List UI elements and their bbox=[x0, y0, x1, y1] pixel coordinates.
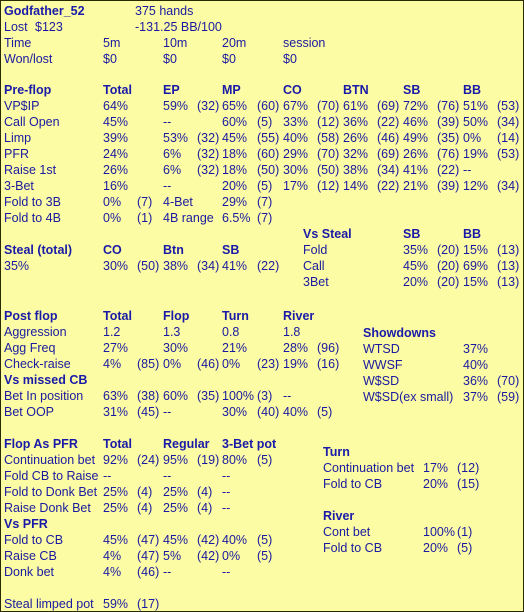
steal-limped-label: Steal limped pot bbox=[4, 597, 94, 611]
showdown-count: (59) bbox=[497, 390, 520, 404]
preflop-cell: 26% bbox=[403, 147, 429, 161]
flop-pfr-cell: (4) bbox=[137, 501, 153, 515]
preflop-cell: -- bbox=[463, 163, 472, 177]
steal-cell: (22) bbox=[257, 259, 280, 273]
preflop-cell: 64% bbox=[103, 99, 129, 113]
preflop-row-label: VP$IP bbox=[4, 99, 40, 113]
steal-cell: (50) bbox=[137, 259, 160, 273]
preflop-cell: 18% bbox=[222, 163, 248, 177]
flop-pfr-cell: (5) bbox=[257, 453, 273, 467]
turn-row-label: Continuation bet bbox=[323, 461, 415, 475]
flop-pfr-cell: -- bbox=[222, 501, 231, 515]
flop-pfr-cell: (4) bbox=[197, 501, 213, 515]
preflop-cell: 18% bbox=[222, 147, 248, 161]
preflop-cell: 46% bbox=[403, 115, 429, 129]
preflop-cell: (39) bbox=[437, 115, 460, 129]
flop-pfr-cell: 25% bbox=[163, 485, 189, 499]
preflop-cell: (60) bbox=[257, 99, 280, 113]
preflop-cell: 12% bbox=[463, 179, 489, 193]
fold3b-value2: 29% bbox=[222, 195, 248, 209]
preflop-cell: 14% bbox=[343, 179, 369, 193]
steal-cell: (34) bbox=[197, 259, 220, 273]
vs-missed-cell: (38) bbox=[137, 389, 160, 403]
postflop-cell: 30% bbox=[163, 341, 189, 355]
vs-pfr-cell: 45% bbox=[163, 533, 189, 547]
flop-pfr-cell: 80% bbox=[222, 453, 248, 467]
preflop-cell: (50) bbox=[257, 163, 280, 177]
preflop-cell: (76) bbox=[437, 147, 460, 161]
preflop-cell: 45% bbox=[103, 115, 129, 129]
lost-amount: $123 bbox=[35, 20, 63, 34]
postflop-cell: 0% bbox=[222, 357, 241, 371]
preflop-cell: 67% bbox=[283, 99, 309, 113]
vs-missed-cell: -- bbox=[163, 405, 172, 419]
vs-steal-cell: 35% bbox=[403, 243, 429, 257]
vs-steal-cell: (20) bbox=[437, 243, 460, 257]
fold4b-label2: 4B range bbox=[163, 211, 214, 225]
preflop-row-label: Raise 1st bbox=[4, 163, 57, 177]
flop-pfr-row-label: Fold CB to Raise bbox=[4, 469, 99, 483]
turn-value: 20% bbox=[423, 477, 449, 491]
showdown-value: 37% bbox=[463, 390, 489, 404]
preflop-cell: (76) bbox=[437, 99, 460, 113]
preflop-cell: 40% bbox=[283, 131, 309, 145]
fold4b-value: 0% bbox=[103, 211, 122, 225]
river-count: (1) bbox=[457, 525, 473, 539]
vs-steal-cell: (20) bbox=[437, 259, 460, 273]
vs-steal-cell: (13) bbox=[497, 243, 520, 257]
preflop-cell: 26% bbox=[103, 163, 129, 177]
preflop-cell: (22) bbox=[377, 179, 400, 193]
vs-pfr-cell: 4% bbox=[103, 565, 122, 579]
fold4b-label: Fold to 4B bbox=[4, 211, 61, 225]
postflop-row-label: Aggression bbox=[4, 325, 67, 339]
preflop-row-label: Call Open bbox=[4, 115, 60, 129]
fold3b-label: Fold to 3B bbox=[4, 195, 61, 209]
vs-steal-title: Vs Steal bbox=[303, 227, 352, 241]
vs-pfr-cell: (5) bbox=[257, 549, 273, 563]
time-col-header: 10m bbox=[163, 36, 188, 50]
vs-missed-cb-title: Vs missed CB bbox=[4, 373, 88, 387]
flop-pfr-cell: -- bbox=[103, 469, 112, 483]
preflop-cell: 17% bbox=[283, 179, 309, 193]
preflop-cell: (34) bbox=[497, 179, 520, 193]
vs-pfr-cell: (42) bbox=[197, 549, 220, 563]
postflop-cell: (96) bbox=[317, 341, 340, 355]
postflop-col-header: Total bbox=[103, 309, 132, 323]
preflop-cell: (60) bbox=[257, 147, 280, 161]
vs-missed-cell: 40% bbox=[283, 405, 309, 419]
steal-limped-count: (17) bbox=[137, 597, 160, 611]
flop-pfr-cell: -- bbox=[222, 485, 231, 499]
showdown-row-label: WTSD bbox=[363, 342, 400, 356]
preflop-cell: 51% bbox=[463, 99, 489, 113]
postflop-col-header: River bbox=[283, 309, 315, 323]
preflop-cell: 6% bbox=[163, 147, 182, 161]
preflop-cell: 21% bbox=[403, 179, 429, 193]
river-row-label: Cont bet bbox=[323, 525, 371, 539]
flop-pfr-cell: -- bbox=[163, 469, 172, 483]
postflop-cell: 1.2 bbox=[103, 325, 121, 339]
preflop-cell: (22) bbox=[377, 115, 400, 129]
steal-col-header: SB bbox=[222, 243, 240, 257]
fold3b-count2: (7) bbox=[257, 195, 273, 209]
river-value: 20% bbox=[423, 541, 449, 555]
preflop-cell: 20% bbox=[222, 179, 248, 193]
showdown-value: 36% bbox=[463, 374, 489, 388]
turn-count: (12) bbox=[457, 461, 480, 475]
vs-pfr-cell: (42) bbox=[197, 533, 220, 547]
vs-steal-cell: (13) bbox=[497, 259, 520, 273]
preflop-cell: (22) bbox=[437, 163, 460, 177]
fold4b-count2: (7) bbox=[257, 211, 273, 225]
vs-pfr-cell: 5% bbox=[163, 549, 182, 563]
vs-pfr-cell: 45% bbox=[103, 533, 129, 547]
preflop-cell: (12) bbox=[317, 115, 340, 129]
vs-missed-cell: (3) bbox=[257, 389, 273, 403]
vs-pfr-cell: 40% bbox=[222, 533, 248, 547]
preflop-cell: 41% bbox=[403, 163, 429, 177]
wonlost-value: $0 bbox=[222, 52, 236, 66]
postflop-cell: 27% bbox=[103, 341, 129, 355]
preflop-col-header: EP bbox=[163, 83, 180, 97]
preflop-cell: (32) bbox=[197, 131, 220, 145]
postflop-cell: 0% bbox=[163, 357, 182, 371]
vs-pfr-row-label: Raise CB bbox=[4, 549, 57, 563]
showdown-count: (70) bbox=[497, 374, 520, 388]
flop-pfr-title: Flop As PFR bbox=[4, 437, 78, 451]
flop-pfr-cell: 25% bbox=[103, 485, 129, 499]
preflop-cell: (53) bbox=[497, 99, 520, 113]
vs-steal-cell: 20% bbox=[403, 275, 429, 289]
vs-pfr-cell: 4% bbox=[103, 549, 122, 563]
preflop-row-label: Limp bbox=[4, 131, 32, 145]
postflop-col-header: Turn bbox=[222, 309, 249, 323]
preflop-cell: (32) bbox=[197, 163, 220, 177]
steal-col-header: Btn bbox=[163, 243, 184, 257]
preflop-cell: 33% bbox=[283, 115, 309, 129]
fold4b-value2: 6.5% bbox=[222, 211, 251, 225]
flop-pfr-cell: 25% bbox=[103, 501, 129, 515]
vs-pfr-row-label: Fold to CB bbox=[4, 533, 64, 547]
postflop-cell: 21% bbox=[222, 341, 248, 355]
preflop-cell: 45% bbox=[222, 131, 248, 145]
preflop-cell: 65% bbox=[222, 99, 248, 113]
preflop-cell: (12) bbox=[317, 179, 340, 193]
preflop-cell: (70) bbox=[317, 147, 340, 161]
flop-pfr-cell: -- bbox=[222, 469, 231, 483]
preflop-cell: 72% bbox=[403, 99, 429, 113]
vs-pfr-cell: (47) bbox=[137, 533, 160, 547]
vs-missed-cell: 30% bbox=[222, 405, 248, 419]
flop-pfr-row-label: Continuation bet bbox=[4, 453, 96, 467]
preflop-cell: 36% bbox=[343, 115, 369, 129]
hand-count: 375 hands bbox=[135, 4, 194, 18]
preflop-title: Pre-flop bbox=[4, 83, 52, 97]
postflop-cell: (16) bbox=[317, 357, 340, 371]
preflop-cell: (34) bbox=[377, 163, 400, 177]
postflop-cell: 19% bbox=[283, 357, 309, 371]
vs-missed-cell: (40) bbox=[257, 405, 280, 419]
turn-count: (15) bbox=[457, 477, 480, 491]
postflop-cell: 1.3 bbox=[163, 325, 181, 339]
showdown-row-label: W$SD(ex small) bbox=[363, 390, 454, 404]
preflop-cell: 30% bbox=[283, 163, 309, 177]
vs-pfr-cell: (5) bbox=[257, 533, 273, 547]
preflop-cell: 16% bbox=[103, 179, 129, 193]
preflop-cell: 50% bbox=[463, 115, 489, 129]
fold3b-count: (7) bbox=[137, 195, 153, 209]
vs-steal-cell: 15% bbox=[463, 275, 489, 289]
time-label: Time bbox=[4, 36, 32, 50]
river-row-label: Fold to CB bbox=[323, 541, 383, 555]
vs-steal-cell: 69% bbox=[463, 259, 489, 273]
wonlost-value: $0 bbox=[283, 52, 297, 66]
flop-pfr-cell: (4) bbox=[137, 485, 153, 499]
preflop-cell: 53% bbox=[163, 131, 189, 145]
wonlost-value: $0 bbox=[103, 52, 117, 66]
postflop-cell: 28% bbox=[283, 341, 309, 355]
vs-steal-cell: 45% bbox=[403, 259, 429, 273]
preflop-col-header: SB bbox=[403, 83, 421, 97]
showdown-value: 40% bbox=[463, 358, 489, 372]
preflop-cell: 6% bbox=[163, 163, 182, 177]
time-col-header: 5m bbox=[103, 36, 121, 50]
preflop-cell: (53) bbox=[497, 147, 520, 161]
preflop-cell: 39% bbox=[103, 131, 129, 145]
postflop-cell: (46) bbox=[197, 357, 220, 371]
postflop-cell: (23) bbox=[257, 357, 280, 371]
vs-steal-col-header: BB bbox=[463, 227, 482, 241]
preflop-cell: (70) bbox=[317, 99, 340, 113]
preflop-cell: 59% bbox=[163, 99, 189, 113]
turn-title: Turn bbox=[323, 445, 350, 459]
steal-limped-value: 59% bbox=[103, 597, 129, 611]
fold3b-label2: 4-Bet bbox=[163, 195, 193, 209]
postflop-cell: 1.8 bbox=[283, 325, 301, 339]
preflop-cell: -- bbox=[163, 115, 172, 129]
preflop-cell: (55) bbox=[257, 131, 280, 145]
flop-pfr-col-header: 3-Bet pot bbox=[222, 437, 277, 451]
vs-missed-cell: 100% bbox=[222, 389, 254, 403]
showdown-row-label: W$SD bbox=[363, 374, 400, 388]
river-value: 100% bbox=[423, 525, 455, 539]
steal-total-value: 35% bbox=[4, 259, 30, 273]
preflop-col-header: CO bbox=[283, 83, 302, 97]
preflop-cell: 38% bbox=[343, 163, 369, 177]
vs-missed-cell: (45) bbox=[137, 405, 160, 419]
flop-pfr-cell: 25% bbox=[163, 501, 189, 515]
vs-missed-cell: 31% bbox=[103, 405, 129, 419]
vs-missed-cell: (5) bbox=[317, 405, 333, 419]
preflop-cell: 49% bbox=[403, 131, 429, 145]
preflop-cell: (46) bbox=[377, 131, 400, 145]
preflop-cell: 0% bbox=[463, 131, 482, 145]
preflop-col-header: BB bbox=[463, 83, 482, 97]
preflop-cell: (32) bbox=[197, 99, 220, 113]
vs-pfr-title: Vs PFR bbox=[4, 517, 48, 531]
postflop-cell: (85) bbox=[137, 357, 160, 371]
flop-pfr-cell: (24) bbox=[137, 453, 160, 467]
vs-steal-row-label: Fold bbox=[303, 243, 328, 257]
preflop-cell: (50) bbox=[317, 163, 340, 177]
showdown-value: 37% bbox=[463, 342, 489, 356]
flop-pfr-cell: (19) bbox=[197, 453, 220, 467]
preflop-cell: 24% bbox=[103, 147, 129, 161]
steal-cell: 38% bbox=[163, 259, 189, 273]
preflop-cell: 19% bbox=[463, 147, 489, 161]
showdowns-title: Showdowns bbox=[363, 326, 436, 340]
vs-pfr-row-label: Donk bet bbox=[4, 565, 55, 579]
lost-label: Lost bbox=[4, 20, 28, 34]
wonlost-label: Won/lost bbox=[4, 52, 53, 66]
vs-steal-cell: 15% bbox=[463, 243, 489, 257]
vs-steal-row-label: Call bbox=[303, 259, 325, 273]
flop-pfr-cell: (4) bbox=[197, 485, 213, 499]
vs-missed-cell: 60% bbox=[163, 389, 189, 403]
turn-value: 17% bbox=[423, 461, 449, 475]
preflop-cell: -- bbox=[163, 179, 172, 193]
flop-pfr-col-header: Regular bbox=[163, 437, 210, 451]
preflop-cell: (69) bbox=[377, 147, 400, 161]
preflop-cell: (14) bbox=[497, 131, 520, 145]
vs-missed-row-label: Bet OOP bbox=[4, 405, 55, 419]
showdown-row-label: WWSF bbox=[363, 358, 403, 372]
preflop-cell: 60% bbox=[222, 115, 248, 129]
preflop-row-label: 3-Bet bbox=[4, 179, 34, 193]
fold4b-count: (1) bbox=[137, 211, 153, 225]
postflop-title: Post flop bbox=[4, 309, 58, 323]
flop-pfr-row-label: Fold to Donk Bet bbox=[4, 485, 98, 499]
steal-col-header: CO bbox=[103, 243, 122, 257]
vs-steal-cell: (20) bbox=[437, 275, 460, 289]
preflop-col-header: MP bbox=[222, 83, 241, 97]
vs-steal-col-header: SB bbox=[403, 227, 421, 241]
vs-missed-cell: -- bbox=[283, 389, 292, 403]
vs-missed-row-label: Bet In position bbox=[4, 389, 84, 403]
preflop-col-header: BTN bbox=[343, 83, 369, 97]
postflop-row-label: Agg Freq bbox=[4, 341, 56, 355]
preflop-cell: 32% bbox=[343, 147, 369, 161]
vs-steal-cell: (13) bbox=[497, 275, 520, 289]
preflop-cell: (5) bbox=[257, 115, 273, 129]
wonlost-value: $0 bbox=[163, 52, 177, 66]
preflop-cell: (34) bbox=[497, 115, 520, 129]
vs-pfr-cell: (47) bbox=[137, 549, 160, 563]
vs-missed-cell: 63% bbox=[103, 389, 129, 403]
preflop-cell: 29% bbox=[283, 147, 309, 161]
time-col-header: 20m bbox=[222, 36, 247, 50]
vs-missed-cell: (35) bbox=[197, 389, 220, 403]
vs-pfr-cell: 0% bbox=[222, 549, 241, 563]
preflop-cell: (32) bbox=[197, 147, 220, 161]
vs-pfr-cell: -- bbox=[222, 565, 231, 579]
vs-pfr-cell: -- bbox=[163, 565, 172, 579]
river-count: (5) bbox=[457, 541, 473, 555]
preflop-cell: (39) bbox=[437, 179, 460, 193]
steal-title: Steal (total) bbox=[4, 243, 73, 257]
bb-per-100: -131.25 BB/100 bbox=[135, 20, 222, 34]
fold3b-value: 0% bbox=[103, 195, 122, 209]
preflop-cell: (35) bbox=[437, 131, 460, 145]
steal-cell: 30% bbox=[103, 259, 129, 273]
river-title: River bbox=[323, 509, 355, 523]
preflop-cell: (69) bbox=[377, 99, 400, 113]
postflop-cell: 4% bbox=[103, 357, 122, 371]
preflop-cell: 61% bbox=[343, 99, 369, 113]
vs-pfr-cell: (46) bbox=[137, 565, 160, 579]
preflop-cell: 26% bbox=[343, 131, 369, 145]
flop-pfr-col-header: Total bbox=[103, 437, 132, 451]
postflop-row-label: Check-raise bbox=[4, 357, 71, 371]
flop-pfr-cell: 95% bbox=[163, 453, 189, 467]
postflop-col-header: Flop bbox=[163, 309, 190, 323]
turn-row-label: Fold to CB bbox=[323, 477, 383, 491]
player-name: Godfather_52 bbox=[4, 4, 85, 18]
postflop-cell: 0.8 bbox=[222, 325, 240, 339]
preflop-col-header: Total bbox=[103, 83, 132, 97]
flop-pfr-cell: 92% bbox=[103, 453, 129, 467]
preflop-cell: (58) bbox=[317, 131, 340, 145]
flop-pfr-row-label: Raise Donk Bet bbox=[4, 501, 91, 515]
vs-steal-row-label: 3Bet bbox=[303, 275, 329, 289]
preflop-row-label: PFR bbox=[4, 147, 29, 161]
time-col-header: session bbox=[283, 36, 326, 50]
steal-cell: 41% bbox=[222, 259, 248, 273]
preflop-cell: (5) bbox=[257, 179, 273, 193]
